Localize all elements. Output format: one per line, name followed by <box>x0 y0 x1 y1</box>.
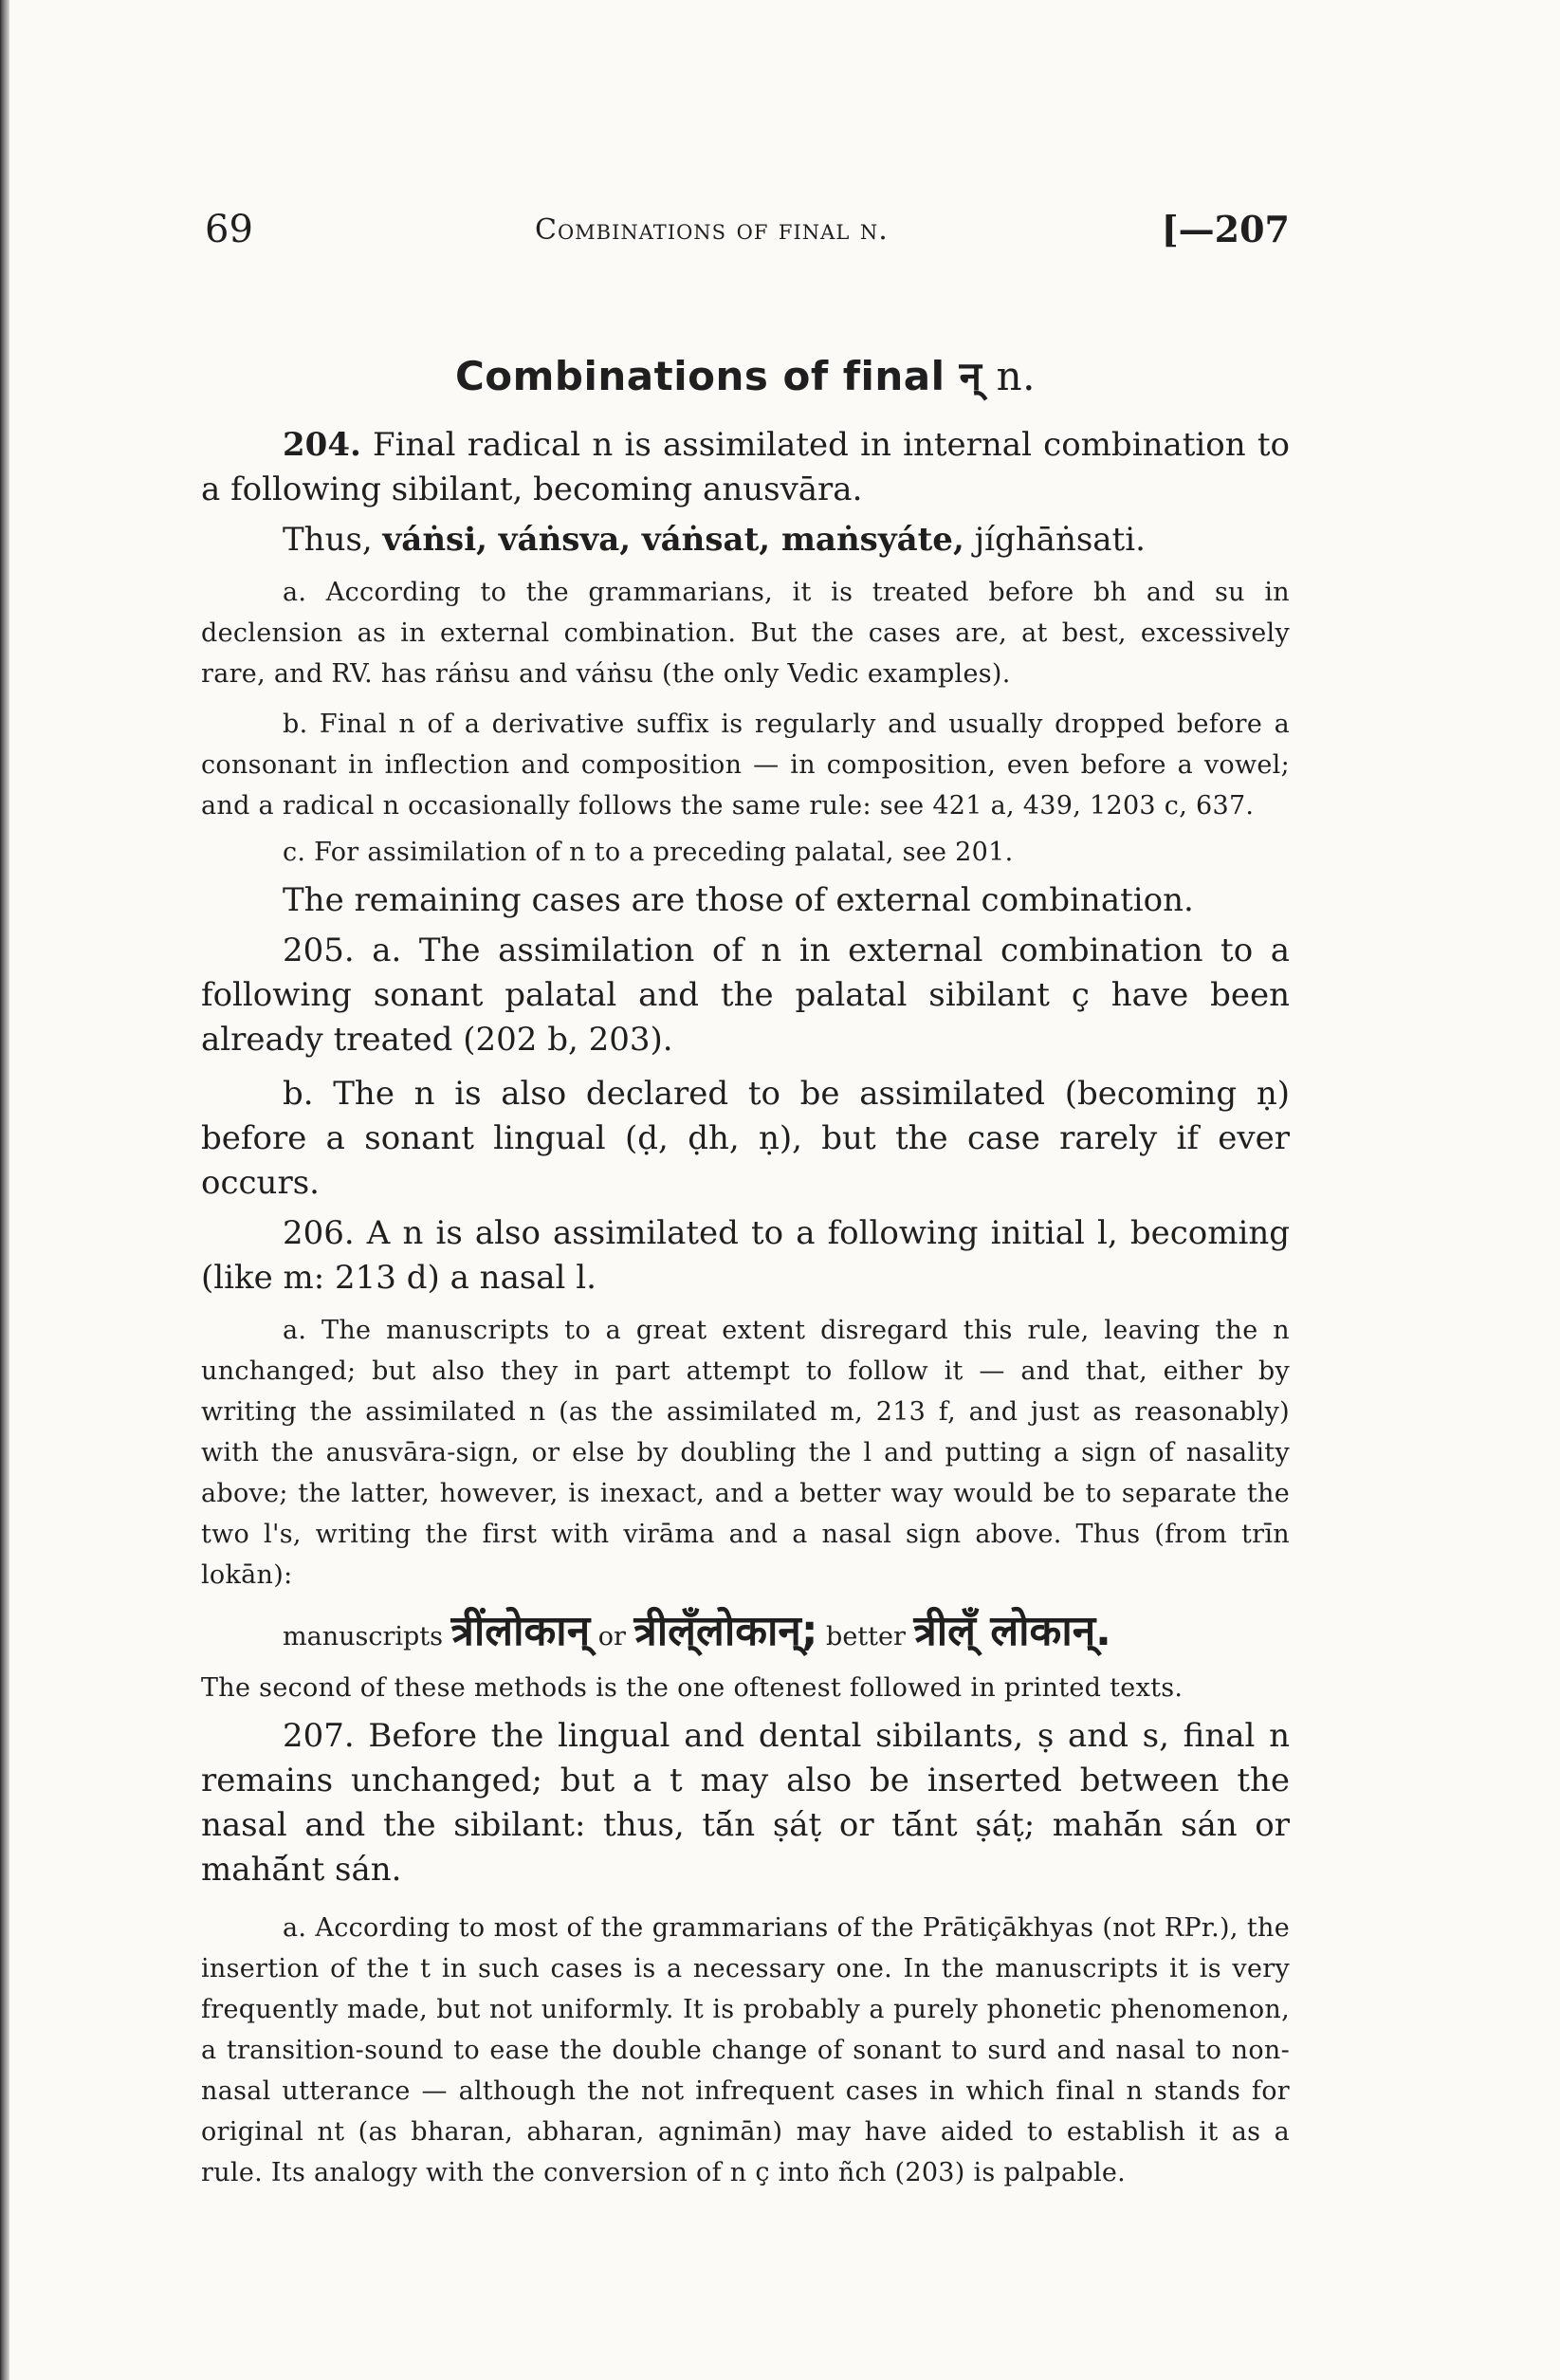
devanagari-form-2: त्रील्ँलोकान्; <box>633 1607 818 1655</box>
section-title <box>201 348 1290 402</box>
paragraph-remaining-cases: The remaining cases are those of external combination. <box>283 881 1194 919</box>
section-title-prefix: Combinations of final <box>454 353 945 399</box>
section-reference: [—207 <box>1161 208 1290 250</box>
paragraph-204-examples <box>201 518 1290 563</box>
paragraph-204a: a. According to the grammarians, it is treated before bh and su in declension as in external combination. But the cases are, at best, excessively rare, and RV. has ráṅsu and váṅsu (the only Vedic examples). <box>201 578 1290 689</box>
paragraph-204c: c. For assimilation of n to a preceding palatal, see 201. <box>283 838 1014 867</box>
paragraph-204b: b. Final n of a derivative suffix is regularly and usually dropped before a consonant in inflection and composition — in composition, even before a vowel; and a radical n occasionally follows the same rule: see 421 a, 439, 1203 c, 637. <box>201 710 1290 821</box>
paragraph-207: 207. Before the lingual and dental sibilants, ṣ and s, final n remains unchanged; but a t may also be inserted between the nasal and the sibilant: thus, tā́n ṣáṭ or tā́nt ṣáṭ; mahā́n sán or mahā́nt sán. <box>201 1717 1290 1889</box>
examples-lead: Thus, <box>283 521 373 559</box>
paragraph-207a: a. According to most of the grammarians of the Prātiçākhyas (not RPr.), the insertion of the t in such cases is a necessary one. In the manuscripts it is very frequently made, but not uniformly. It is probably a purely phonetic phenomenon, a transition-sound to ease the double change of sonant to surd and nasal to non-nasal utterance — although the not infrequent cases in which final n stands for original nt (as bharan, abharan, agnimān) may have aided to establish it as a rule. Its analogy with the conversion of n ç into ñch (203) is palpable. <box>201 1913 1290 2187</box>
devanagari-form-1: त्रींलोकान् <box>450 1607 591 1655</box>
devanagari-form-3: त्रील्ँ लोकान्. <box>913 1607 1111 1655</box>
section-title-devanagari: न् <box>959 353 982 399</box>
paragraph-205a: 205. a. The assimilation of n in external combination to a following sonant palatal and the palatal sibilant ç have been already treated (202 b, 203). <box>201 932 1290 1059</box>
paragraph-text: Final radical n is assimilated in internal combination to a following sibilant, becoming anusvāra. <box>201 426 1290 508</box>
running-title: Combinations of final n. <box>535 213 889 247</box>
book-binding-edge <box>0 0 9 2380</box>
paragraph-206a: a. The manuscripts to a great extent disregard this rule, leaving the n unchanged; but also they in part attempt to follow it — and that, either by writing the assimilated n (as the assimilated m, 213 f, and just as reasonably) with the anusvāra-sign, or else by doubling the l and putting a sign of nasality above; the latter, however, is inexact, and a better way would be to separate the two l's, writing the first with virāma and a nasal sign above. Thus (from trīn lokān): <box>201 1316 1290 1590</box>
running-header <box>201 194 1290 251</box>
book-page <box>201 194 1290 2193</box>
manuscript-forms <box>283 1605 1290 1664</box>
manuscripts-label: manuscripts <box>283 1622 443 1651</box>
or-label: or <box>597 1622 626 1651</box>
paragraph-206: 206. A n is also assimilated to a following initial l, becoming (like m: 213 d) a nasal l. <box>201 1214 1290 1297</box>
paragraph-204 <box>201 423 1290 512</box>
examples-words: váṅsi, váṅsva, váṅsat, maṅsyáte, <box>382 521 964 559</box>
paragraph-number: 204. <box>283 426 361 464</box>
better-label: better <box>826 1622 906 1651</box>
section-title-suffix: n. <box>996 353 1037 399</box>
page-number: 69 <box>205 208 253 251</box>
examples-last: jíghāṅsati. <box>974 521 1146 559</box>
paragraph-second-method: The second of these methods is the one oftenest followed in printed texts. <box>201 1673 1184 1703</box>
paragraph-205b: b. The n is also declared to be assimilated (becoming ṇ) before a sonant lingual (ḍ, ḍh, ṇ), but the case rarely if ever occurs. <box>201 1075 1290 1202</box>
